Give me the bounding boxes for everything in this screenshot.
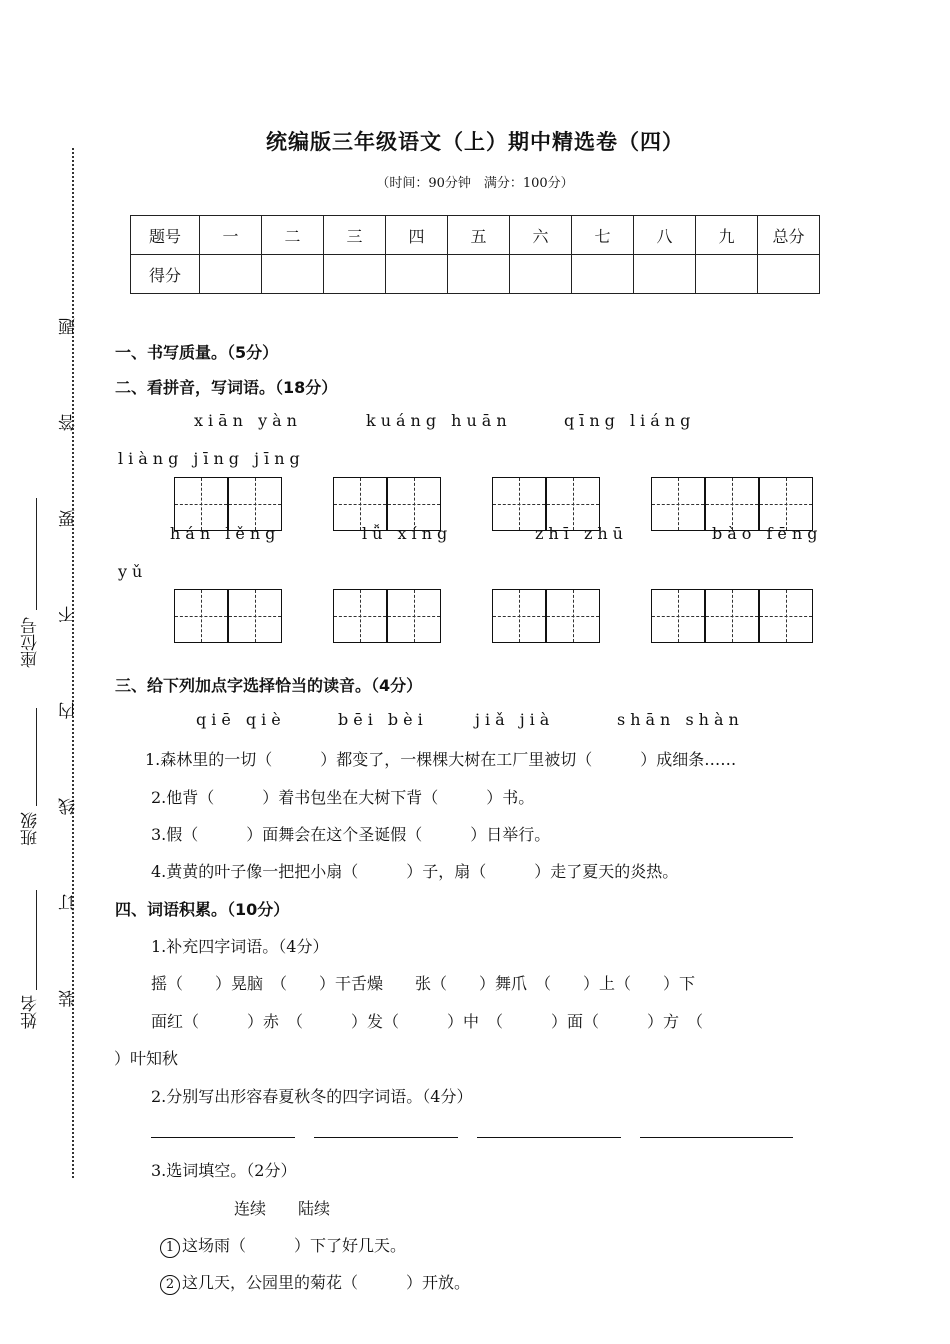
section-2-title: 二、看拼音，写词语。（18分） xyxy=(115,378,338,397)
writing-grid-cell[interactable] xyxy=(651,477,705,531)
section-4-title: 四、词语积累。（10分） xyxy=(115,900,290,919)
question-title: 3.选词填空。（2分） xyxy=(151,1161,297,1180)
fill-item xyxy=(160,1270,470,1295)
score-cell[interactable] xyxy=(634,255,696,294)
class-label: 班级 xyxy=(21,812,41,846)
seat-number-label: 座位号 xyxy=(21,617,41,668)
pinyin-option: qiē qiè xyxy=(196,710,286,729)
pinyin-prompt: kuáng huān xyxy=(366,411,512,430)
question-title: 1.补充四字词语。（4分） xyxy=(151,937,329,956)
margin-warning-char: 题 xyxy=(59,318,79,335)
writing-grid-cell[interactable] xyxy=(546,477,600,531)
writing-grid-cell[interactable] xyxy=(546,589,600,643)
score-cell[interactable] xyxy=(696,255,758,294)
seat-number-field[interactable] xyxy=(36,498,37,610)
margin-warning-char: 答 xyxy=(59,414,79,431)
table-header-cell: 八 xyxy=(634,216,696,255)
margin-warning-char: 不 xyxy=(59,606,79,623)
pinyin-prompt: liàng jīng jīng xyxy=(118,449,305,468)
answer-blank-winter[interactable] xyxy=(640,1137,793,1138)
score-cell[interactable] xyxy=(200,255,262,294)
name-label: 姓名 xyxy=(21,995,41,1029)
idiom-fill-line: 摇（ ）晃脑 （ ）干舌燥 张（ ）舞爪 （ ）上（ ）下 xyxy=(151,974,696,993)
writing-grid-cell[interactable] xyxy=(174,589,228,643)
table-header-cell: 题号 xyxy=(131,216,200,255)
margin-warning-char: 装 xyxy=(59,990,79,1007)
pinyin-prompt: hán lěng xyxy=(170,524,281,543)
margin-warning-char: 要 xyxy=(59,510,79,527)
pinyin-option: jiǎ jià xyxy=(475,710,555,729)
score-cell[interactable] xyxy=(448,255,510,294)
idiom-fill-line: 面红（ ）赤 （ ）发（ ）中 （ ）面（ ）方 （ xyxy=(151,1012,704,1031)
question-item: 1.森林里的一切（ ）都变了，一棵棵大树在工厂里被切（ ）成细条…… xyxy=(145,750,737,769)
writing-grid-cell[interactable] xyxy=(333,589,387,643)
table-header-cell: 五 xyxy=(448,216,510,255)
writing-grid-cell[interactable] xyxy=(174,477,228,531)
writing-grid-cell[interactable] xyxy=(333,477,387,531)
class-field[interactable] xyxy=(36,708,37,806)
pinyin-prompt: bào fēng xyxy=(712,524,823,543)
table-header-cell: 四 xyxy=(386,216,448,255)
writing-grid-cell[interactable] xyxy=(492,477,546,531)
question-item: 3.假（ ）面舞会在这个圣诞假（ ）日举行。 xyxy=(151,825,551,844)
question-item: 4.黄黄的叶子像一把把小扇（ ）子，扇（ ）走了夏天的炎热。 xyxy=(151,862,679,881)
score-table xyxy=(130,215,820,294)
exam-info: （时间：90分钟 满分：100分） xyxy=(376,176,574,191)
circled-number: 2 xyxy=(160,1275,180,1295)
answer-blank-summer[interactable] xyxy=(314,1137,458,1138)
answer-blank-autumn[interactable] xyxy=(477,1137,621,1138)
word-choices: 连续 陆续 xyxy=(234,1199,331,1218)
writing-grid-cell[interactable] xyxy=(705,477,759,531)
writing-grid-cell[interactable] xyxy=(228,589,282,643)
score-cell[interactable] xyxy=(324,255,386,294)
writing-grid-cell[interactable] xyxy=(759,589,813,643)
score-table-score-row xyxy=(131,255,820,294)
score-cell[interactable] xyxy=(510,255,572,294)
pinyin-option: bēi bèi xyxy=(338,710,428,729)
pinyin-prompt: xiān yàn xyxy=(194,411,302,430)
score-table-header-row xyxy=(131,216,820,255)
table-header-cell: 三 xyxy=(324,216,386,255)
table-header-cell: 六 xyxy=(510,216,572,255)
pinyin-prompt: yǔ xyxy=(118,562,148,581)
table-header-cell: 二 xyxy=(262,216,324,255)
table-header-cell: 一 xyxy=(200,216,262,255)
score-cell[interactable] xyxy=(386,255,448,294)
table-header-cell: 总分 xyxy=(758,216,820,255)
writing-grid-cell[interactable] xyxy=(387,589,441,643)
table-header-cell: 九 xyxy=(696,216,758,255)
answer-blank-spring[interactable] xyxy=(151,1137,295,1138)
section-3-title: 三、给下列加点字选择恰当的读音。（4分） xyxy=(115,676,423,695)
writing-grid-cell[interactable] xyxy=(492,589,546,643)
writing-grid-cell[interactable] xyxy=(705,589,759,643)
question-item: 2.他背（ ）着书包坐在大树下背（ ）书。 xyxy=(151,788,535,807)
pinyin-prompt: zhī zhū xyxy=(535,524,628,543)
writing-grid-cell[interactable] xyxy=(387,477,441,531)
score-row-label: 得分 xyxy=(131,255,200,294)
fill-item-text: 这场雨（ ）下了好几天。 xyxy=(182,1236,407,1255)
binding-dotted-line xyxy=(72,148,74,1178)
margin-warning-char: 订 xyxy=(59,894,79,911)
pinyin-prompt: lǚ xíng xyxy=(362,524,453,543)
section-1-title: 一、书写质量。（5分） xyxy=(115,343,279,362)
table-header-cell: 七 xyxy=(572,216,634,255)
pinyin-option: shān shàn xyxy=(617,710,744,729)
score-cell[interactable] xyxy=(758,255,820,294)
score-cell[interactable] xyxy=(262,255,324,294)
fill-item-text: 这几天，公园里的菊花（ ）开放。 xyxy=(182,1273,471,1292)
idiom-fill-line: ）叶知秋 xyxy=(114,1049,179,1068)
circled-number: 1 xyxy=(160,1238,180,1258)
writing-grid-cell[interactable] xyxy=(651,589,705,643)
score-cell[interactable] xyxy=(572,255,634,294)
pinyin-prompt: qīng liáng xyxy=(564,411,696,430)
fill-item xyxy=(160,1233,406,1258)
question-title: 2.分别写出形容春夏秋冬的四字词语。（4分） xyxy=(151,1087,473,1106)
page-title: 统编版三年级语文（上）期中精选卷（四） xyxy=(266,130,684,154)
margin-warning-char: 内 xyxy=(59,702,79,719)
writing-grid-cell[interactable] xyxy=(228,477,282,531)
name-field[interactable] xyxy=(36,890,37,990)
writing-grid-cell[interactable] xyxy=(759,477,813,531)
margin-warning-char: 线 xyxy=(59,798,79,815)
